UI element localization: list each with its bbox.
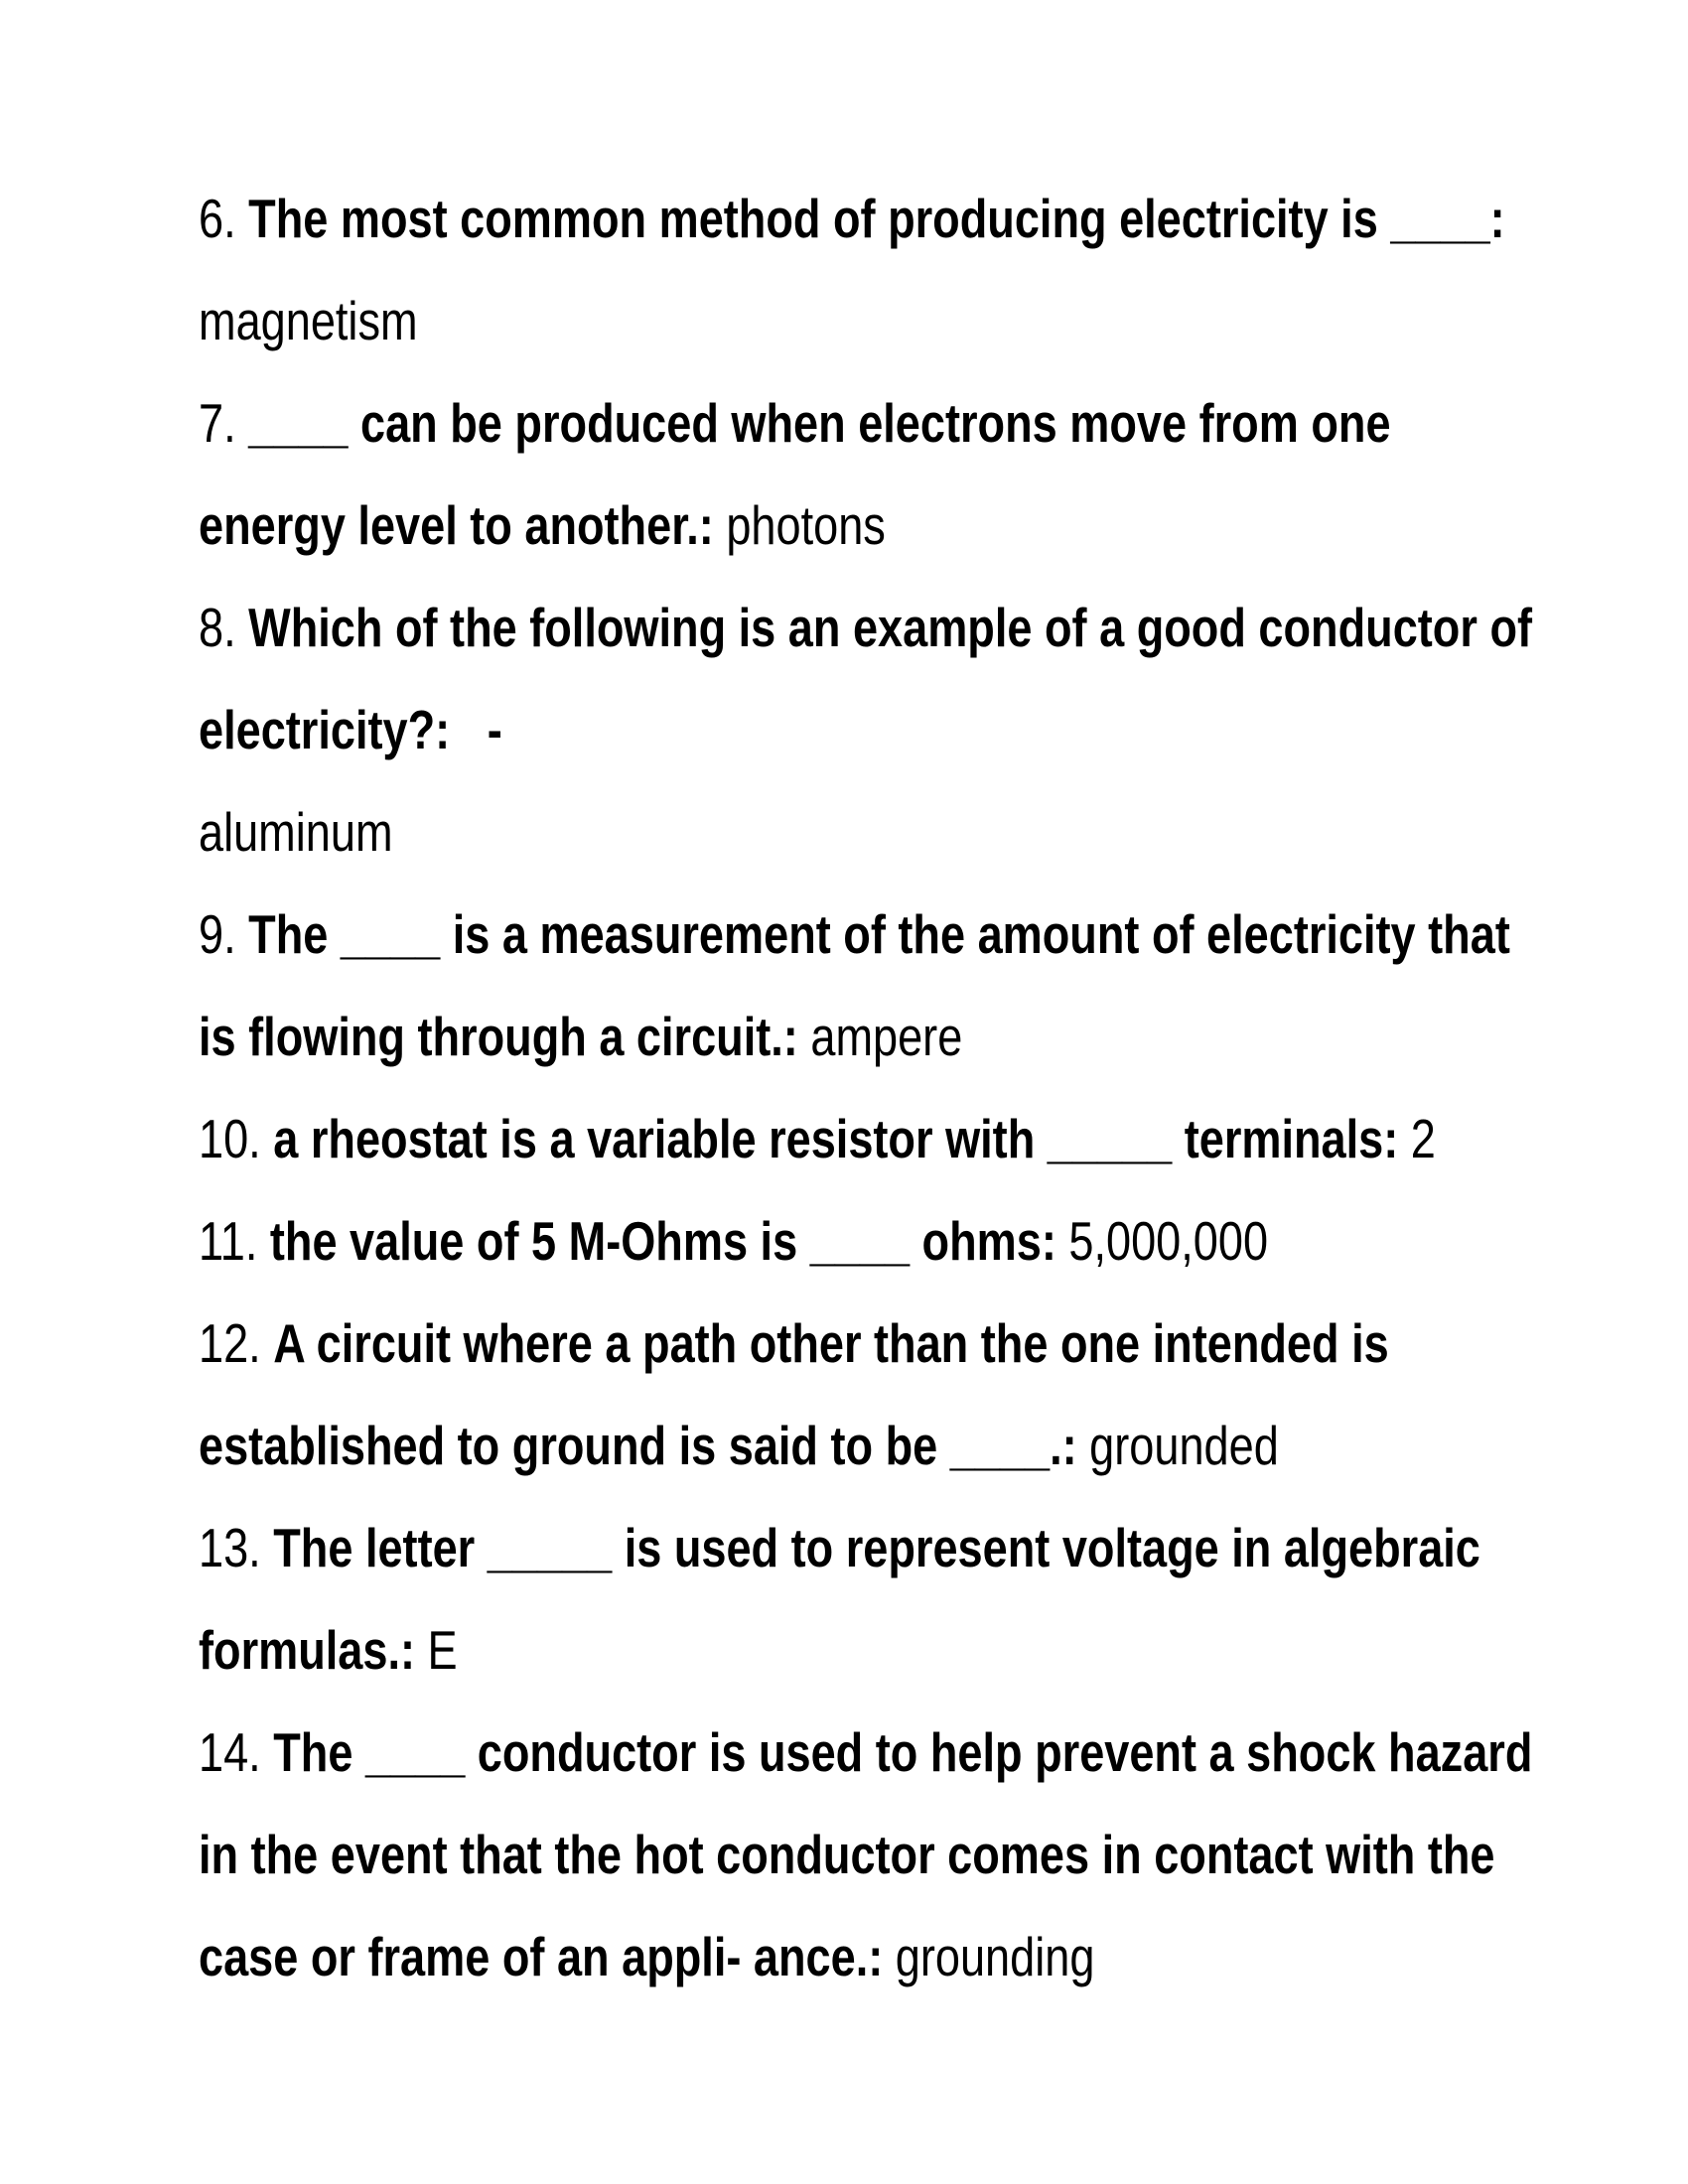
question-14-continuation-line xyxy=(199,1804,1532,1906)
question-9-continuation-line xyxy=(199,986,1532,1088)
question-number: 10. xyxy=(199,1108,274,1169)
question-text: A circuit where a path other than the one intended is xyxy=(273,1312,1389,1374)
question-text: case or frame of an appli- ance.: xyxy=(199,1926,896,1987)
question-number: 12. xyxy=(199,1312,274,1374)
question-9-line xyxy=(199,884,1532,986)
question-number: 11. xyxy=(199,1210,270,1272)
question-number: 8. xyxy=(199,597,249,658)
question-text: formulas.: xyxy=(199,1619,428,1681)
question-number: 14. xyxy=(199,1721,274,1783)
question-8-line xyxy=(199,577,1532,679)
question-text: The ____ conductor is used to help prevent a shock hazard xyxy=(273,1721,1533,1783)
answer-text: 5,000,000 xyxy=(1068,1210,1269,1272)
question-14-line xyxy=(199,1702,1532,1804)
answer-text: E xyxy=(427,1619,458,1681)
answer-text: magnetism xyxy=(199,290,418,351)
question-6-line xyxy=(199,168,1532,270)
answer-text: 2 xyxy=(1410,1108,1436,1169)
question-text: energy level to another.: xyxy=(199,494,727,556)
question-11-line xyxy=(199,1190,1532,1293)
answer-text: grounding xyxy=(895,1926,1095,1987)
answer-line xyxy=(199,781,1532,884)
question-text: The letter _____ is used to represent voltage in algebraic xyxy=(273,1517,1480,1578)
question-text: ____ can be produced when electrons move from one xyxy=(248,392,1391,454)
answer-text: aluminum xyxy=(199,801,393,863)
question-12-line xyxy=(199,1293,1532,1395)
question-number: 7. xyxy=(199,392,249,454)
question-text: The ____ is a measurement of the amount of electricity that xyxy=(248,903,1510,965)
question-7-continuation-line xyxy=(199,475,1532,577)
question-text: Which of the following is an example of a good conductor of xyxy=(248,597,1533,658)
answer-text: grounded xyxy=(1089,1415,1279,1476)
question-text: The most common method of producing electricity is ____: xyxy=(248,188,1505,249)
question-number: 6. xyxy=(199,188,249,249)
question-7-line xyxy=(199,372,1532,475)
question-number: 9. xyxy=(199,903,249,965)
question-text: electricity?: - xyxy=(199,699,502,760)
question-text: in the event that the hot conductor comes in contact with the xyxy=(199,1824,1495,1885)
question-13-line xyxy=(199,1497,1532,1599)
question-8-continuation-line xyxy=(199,679,1532,781)
question-14-continuation-line xyxy=(199,1906,1532,2008)
question-text: the value of 5 M-Ohms is ____ ohms: xyxy=(269,1210,1069,1272)
answer-text: ampere xyxy=(810,1006,963,1067)
answer-line xyxy=(199,270,1532,372)
question-12-continuation-line xyxy=(199,1395,1532,1497)
answer-text: photons xyxy=(726,494,886,556)
question-text: is flowing through a circuit.: xyxy=(199,1006,811,1067)
question-text: a rheostat is a variable resistor with _____ terminals: xyxy=(273,1108,1411,1169)
text-content xyxy=(199,168,1532,2008)
question-13-continuation-line xyxy=(199,1599,1532,1702)
question-10-line xyxy=(199,1088,1532,1190)
question-text: established to ground is said to be ____.: xyxy=(199,1415,1090,1476)
question-number: 13. xyxy=(199,1517,274,1578)
